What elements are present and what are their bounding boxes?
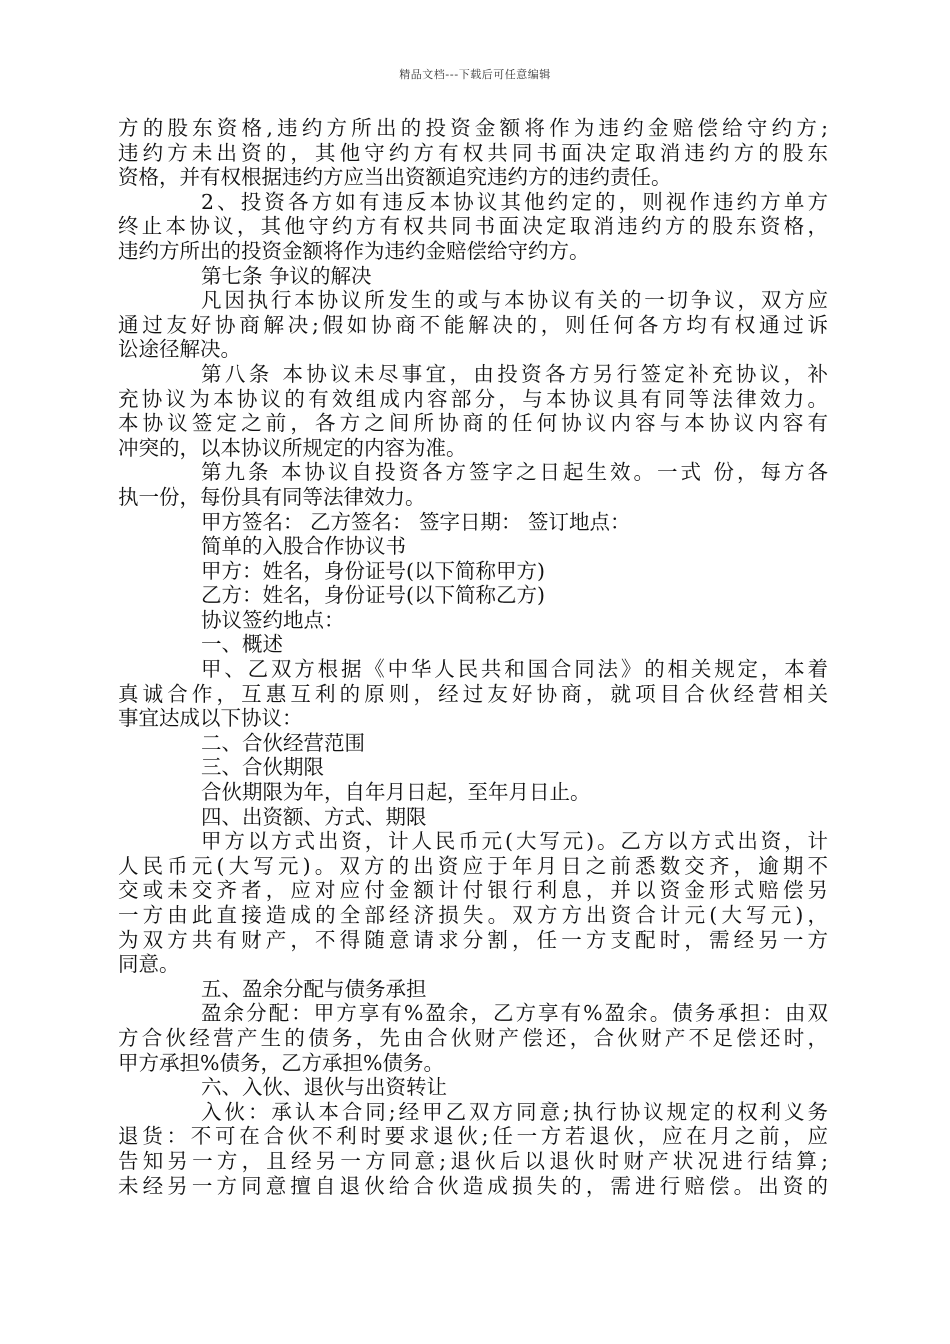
text-line: 告知另一方，且经另一方同意;退伙后以退伙时财产状况进行结算; <box>118 1148 828 1173</box>
text-line: 执一份，每份具有同等法律效力。 <box>118 484 426 509</box>
text-line: 四、出资额、方式、期限 <box>201 804 427 829</box>
text-line: 第八条 本协议未尽事宜，由投资各方另行签定补充协议，补 <box>201 361 828 386</box>
text-line: 退货：不可在合伙不利时要求退伙;任一方若退伙，应在月之前，应 <box>118 1124 828 1149</box>
text-line: 第九条 本协议自投资各方签字之日起生效。一式 份，每方各 <box>201 460 828 485</box>
text-line: 方的股东资格,违约方所出的投资金额将作为违约金赔偿给守约方; <box>118 116 828 140</box>
text-line: 简单的入股合作协议书 <box>201 534 406 559</box>
text-line: 终止本协议，其他守约方有权共同书面决定取消违约方的股东资格， <box>118 214 828 239</box>
text-line: 冲突的，以本协议所规定的内容为准。 <box>118 435 467 460</box>
text-line: 入伙：承认本合同;经甲乙双方同意;执行协议规定的权利义务 <box>201 1099 828 1124</box>
text-line: 合伙期限为年，自年月日起，至年月日止。 <box>201 780 591 805</box>
text-line: 违约方未出资的，其他守约方有权共同书面决定取消违约方的股东 <box>118 140 828 165</box>
text-line: 一、概述 <box>201 632 283 657</box>
text-line: 同意。 <box>118 952 180 977</box>
text-line: 三、合伙期限 <box>201 755 324 780</box>
text-line: 人民币元(大写元)。双方的出资应于年月日之前悉数交齐，逾期不 <box>118 853 828 878</box>
text-line: 未经另一方同意擅自退伙给合伙造成损失的，需进行赔偿。出资的 <box>118 1173 828 1198</box>
text-line: 协议签约地点： <box>201 607 345 632</box>
text-line: 甲方承担%债务，乙方承担%债务。 <box>118 1050 444 1075</box>
text-line: 一方由此直接造成的全部经济损失。双方方出资合计元(大写元)， <box>118 903 828 927</box>
text-line: 方合伙经营产生的债务，先由合伙财产偿还，合伙财产不足偿还时， <box>118 1025 828 1050</box>
text-line: 甲方签名： 乙方签名： 签字日期： 签订地点： <box>201 509 631 534</box>
text-line: 违约方所出的投资金额将作为违约金赔偿给守约方。 <box>118 238 590 263</box>
page-header: 精品文档---下载后可任意编辑 <box>399 68 551 81</box>
text-line: 交或未交齐者，应对应付金额计付银行利息，并以资金形式赔偿另 <box>118 878 828 903</box>
text-line: 讼途径解决。 <box>118 337 241 362</box>
text-line: 盈余分配：甲方享有%盈余，乙方享有%盈余。债务承担：由双 <box>201 1001 828 1026</box>
text-line: 为双方共有财产，不得随意请求分割，任一方支配时，需经另一方 <box>118 927 828 952</box>
text-line: 本协议签定之前，各方之间所协商的任何协议内容与本协议内容有 <box>118 411 828 436</box>
text-line: 甲、乙双方根据《中华人民共和国合同法》的相关规定，本着 <box>201 657 828 682</box>
text-line: 充协议为本协议的有效组成内容部分，与本协议具有同等法律效力。 <box>118 386 828 411</box>
text-line: 真诚合作，互惠互利的原则，经过友好协商，就项目合伙经营相关 <box>118 681 828 706</box>
text-line: 甲方：姓名，身份证号(以下简称甲方) <box>201 558 545 583</box>
text-line: 事宜达成以下协议： <box>118 706 303 731</box>
text-line: 通过友好协商解决;假如协商不能解决的，则任何各方均有权通过诉 <box>118 312 828 337</box>
text-line: 凡因执行本协议所发生的或与本协议有关的一切争议，双方应 <box>201 288 828 313</box>
document-body <box>118 116 828 1198</box>
text-line: 2、投资各方如有违反本协议其他约定的，则视作违约方单方 <box>201 189 828 214</box>
text-line: 甲方以方式出资，计人民币元(大写元)。乙方以方式出资，计 <box>201 829 828 854</box>
text-line: 乙方：姓名，身份证号(以下简称乙方) <box>201 583 545 608</box>
text-line: 第七条 争议的解决 <box>201 263 372 288</box>
text-line: 资格，并有权根据违约方应当出资额追究违约方的违约责任。 <box>118 165 672 190</box>
text-line: 二、合伙经营范围 <box>201 730 365 755</box>
text-line: 五、盈余分配与债务承担 <box>201 976 427 1001</box>
text-line: 六、入伙、退伙与出资转让 <box>201 1075 447 1100</box>
